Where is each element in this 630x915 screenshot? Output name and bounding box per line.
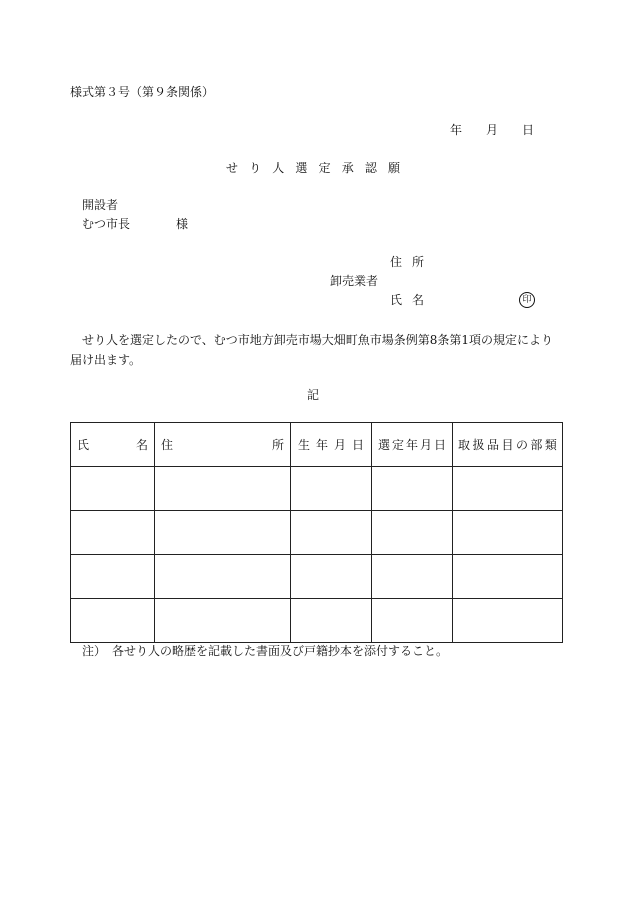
table-cell bbox=[71, 599, 155, 643]
header-name bbox=[71, 423, 155, 467]
header-item-category bbox=[453, 423, 563, 467]
name-label-char: 氏 bbox=[390, 293, 403, 307]
table-cell bbox=[453, 555, 563, 599]
header-char: 月 bbox=[333, 438, 346, 452]
header-char: 月 bbox=[419, 438, 432, 452]
table-cell bbox=[155, 555, 291, 599]
table-cell bbox=[155, 467, 291, 511]
header-char: 年 bbox=[405, 438, 418, 452]
address-label bbox=[390, 256, 424, 268]
header-char: 氏 bbox=[77, 438, 90, 452]
header-char: 年 bbox=[315, 438, 328, 452]
document-title bbox=[226, 162, 400, 174]
table-header-row bbox=[71, 423, 563, 467]
address-label-char: 所 bbox=[411, 255, 424, 269]
header-char: 扱 bbox=[472, 438, 485, 452]
header-char: 日 bbox=[433, 438, 446, 452]
table-row bbox=[71, 467, 563, 511]
name-label-char: 名 bbox=[411, 293, 424, 307]
title-char: 認 bbox=[364, 161, 377, 175]
table-cell bbox=[155, 599, 291, 643]
title-char: 人 bbox=[272, 161, 285, 175]
table-cell bbox=[291, 555, 372, 599]
date-year: 年 bbox=[450, 123, 463, 137]
seal-mark: 印 bbox=[519, 292, 535, 308]
header-char: 目 bbox=[501, 438, 514, 452]
form-number: 様式第３号（第９条関係） bbox=[70, 85, 215, 99]
header-char: 取 bbox=[458, 438, 471, 452]
addressee-line2: むつ市長 bbox=[82, 217, 131, 231]
footnote: 注） 各せり人の略歴を記載した書面及び戸籍抄本を添付すること。 bbox=[82, 644, 449, 658]
selection-table bbox=[70, 422, 563, 643]
table-cell bbox=[453, 599, 563, 643]
title-char: 願 bbox=[387, 161, 400, 175]
table-row bbox=[71, 599, 563, 643]
date-day: 日 bbox=[522, 123, 535, 137]
table-row bbox=[71, 511, 563, 555]
title-char: 選 bbox=[295, 161, 308, 175]
title-char: 承 bbox=[341, 161, 354, 175]
header-char: 日 bbox=[351, 438, 364, 452]
table-cell bbox=[71, 467, 155, 511]
header-char: 名 bbox=[135, 438, 148, 452]
header-address bbox=[155, 423, 291, 467]
title-char: せ bbox=[226, 161, 239, 175]
table-cell bbox=[372, 467, 453, 511]
table-cell bbox=[71, 511, 155, 555]
table-cell bbox=[372, 599, 453, 643]
title-char: 定 bbox=[318, 161, 331, 175]
address-label-char: 住 bbox=[390, 255, 403, 269]
table-cell bbox=[372, 511, 453, 555]
table-cell bbox=[453, 467, 563, 511]
header-birthdate bbox=[291, 423, 372, 467]
date-month: 月 bbox=[486, 123, 499, 137]
header-char: の bbox=[515, 438, 528, 452]
addressee-line1: 開設者 bbox=[82, 198, 119, 212]
header-char: 生 bbox=[298, 438, 311, 452]
table-cell bbox=[71, 555, 155, 599]
table-row bbox=[71, 555, 563, 599]
header-char: 類 bbox=[544, 438, 557, 452]
table-cell bbox=[155, 511, 291, 555]
body-text: せり人を選定したので、むつ市地方卸売市場大畑町魚市場条例第8条第1項の規定により届け出ます。 bbox=[70, 333, 554, 367]
header-selection-date bbox=[372, 423, 453, 467]
title-char: り bbox=[249, 161, 262, 175]
header-char: 定 bbox=[391, 438, 404, 452]
header-char: 品 bbox=[486, 438, 499, 452]
table-cell bbox=[453, 511, 563, 555]
addressee-honorific: 様 bbox=[176, 217, 189, 231]
table-cell bbox=[291, 511, 372, 555]
header-char: 住 bbox=[161, 438, 174, 452]
table-cell bbox=[291, 467, 372, 511]
header-char: 部 bbox=[530, 438, 543, 452]
table-cell bbox=[372, 555, 453, 599]
header-char: 選 bbox=[378, 438, 391, 452]
wholesaler-label: 卸売業者 bbox=[330, 274, 379, 288]
ki-label: 記 bbox=[307, 388, 320, 402]
table-cell bbox=[291, 599, 372, 643]
name-label bbox=[390, 294, 424, 306]
header-char: 所 bbox=[271, 438, 284, 452]
